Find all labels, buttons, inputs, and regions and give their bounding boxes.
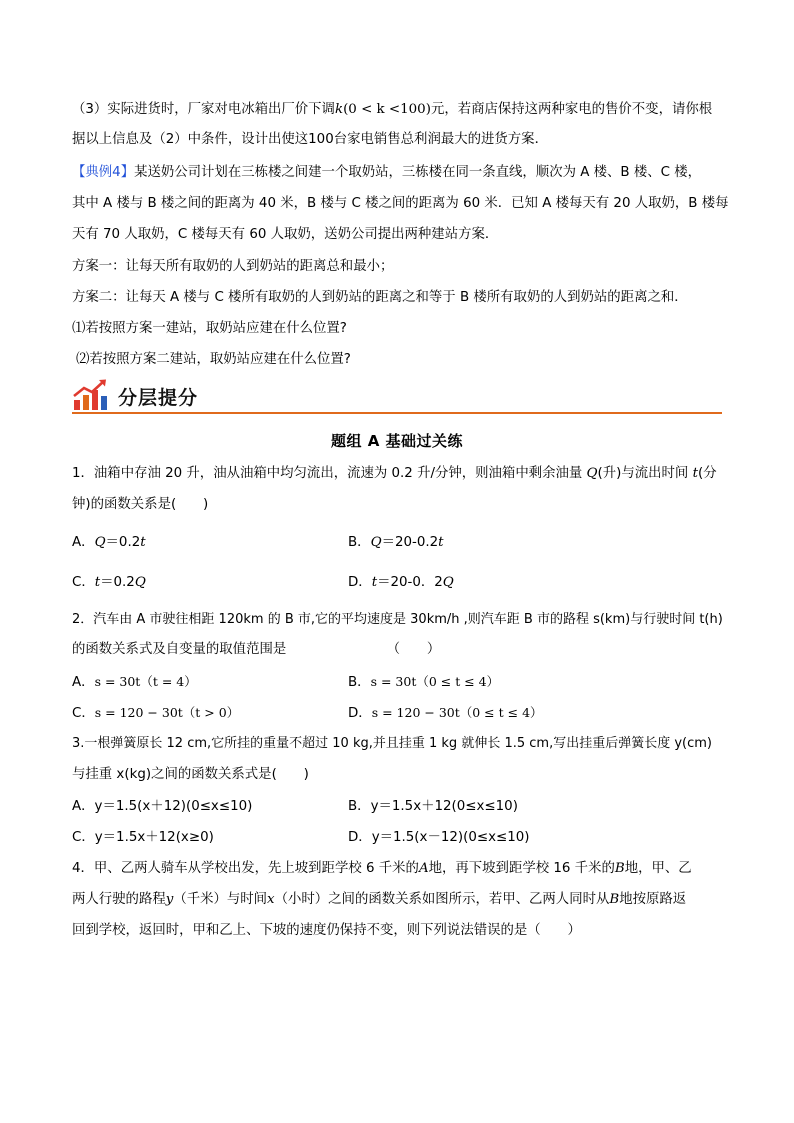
text: 地按原路返 bbox=[619, 892, 687, 907]
q2-line1: 2．汽车由 A 市驶往相距 120km 的 B 市,它的平均速度是 30km/h ,则汽车距 B 市的路程 s(km)与行驶时间 t(h) bbox=[72, 612, 723, 627]
text: ＝20-0.2 bbox=[381, 535, 439, 550]
math: s = 120 − 30t（0 ≤ t ≤ 4） bbox=[371, 705, 543, 720]
q2-option-a bbox=[72, 672, 197, 693]
q1-line2: 钟)的函数关系是( ) bbox=[72, 497, 209, 512]
math: Q bbox=[370, 535, 382, 550]
q1-option-b bbox=[348, 533, 444, 553]
text: 元，若商店保持这两种家电的售价不变，请你根 bbox=[430, 102, 713, 117]
q3-option-d: D．y＝1.5(x－12)(0≤x≤10) bbox=[348, 830, 530, 845]
q3-option-a: A．y＝1.5(x＋12)(0≤x≤10) bbox=[72, 799, 253, 814]
math-x: x bbox=[267, 892, 275, 907]
text: （3）实际进货时，厂家对电冰箱出厂价下调 bbox=[72, 102, 335, 117]
q2-options-row1 bbox=[72, 672, 724, 692]
section-title: 分层提分 bbox=[118, 387, 199, 409]
section-header bbox=[72, 378, 722, 414]
group-title: 题组 A 基础过关练 bbox=[330, 432, 464, 450]
label: A． bbox=[72, 535, 95, 550]
q2-option-c bbox=[72, 703, 239, 724]
text: 某送奶公司计划在三栋楼之间建一个取奶站，三栋楼在同一条直线，顺次为 A 楼、B 楼、C 楼， bbox=[134, 165, 702, 180]
label: B． bbox=[348, 535, 371, 550]
q1-option-d bbox=[348, 573, 454, 593]
label: D． bbox=[348, 706, 372, 721]
math-k: k bbox=[334, 102, 344, 117]
text: 4．甲、乙两人骑车从学校出发，先上坡到距学校 6 千米的 bbox=[72, 861, 419, 876]
q2-option-d bbox=[348, 703, 543, 724]
math: Q bbox=[442, 575, 454, 590]
text: ＝0.2 bbox=[100, 575, 135, 590]
text: (升)与流出时间 bbox=[597, 466, 693, 481]
bar-chart-up-icon bbox=[72, 378, 112, 412]
section-divider bbox=[72, 412, 722, 414]
q1-option-a bbox=[72, 533, 146, 553]
q4-line1 bbox=[72, 859, 724, 879]
math: s = 120 − 30t（t > 0） bbox=[94, 705, 240, 720]
q3-options-row1 bbox=[72, 797, 724, 817]
text: (分 bbox=[697, 466, 717, 481]
q1-options-row1 bbox=[72, 533, 724, 553]
text: ＝0.2 bbox=[105, 535, 141, 550]
label: B． bbox=[348, 675, 371, 690]
math: t bbox=[140, 535, 146, 550]
q4-line2 bbox=[72, 890, 724, 910]
text: 地，再下坡到距学校 16 千米的 bbox=[428, 861, 615, 876]
prev-q3-line2: 据以上信息及（2）中条件，设计出使这100台家电销售总利润最大的进货方案． bbox=[72, 132, 548, 147]
sub-question-2: ⑵若按照方案二建站，取奶站应建在什么位置? bbox=[76, 352, 351, 367]
math: s = 30t（t = 4） bbox=[94, 674, 197, 689]
math-Q: Q bbox=[586, 466, 598, 481]
text: （小时）之间的函数关系如图所示，若甲、乙两人同时从 bbox=[274, 892, 610, 907]
q1-options-row2 bbox=[72, 573, 724, 593]
math: s = 30t（0 ≤ t ≤ 4） bbox=[370, 674, 500, 689]
text: （千米）与时间 bbox=[173, 892, 268, 907]
prev-q3-line1 bbox=[72, 100, 724, 120]
math-A: A bbox=[418, 861, 429, 876]
plan-two: 方案二：让每天 A 楼与 C 楼所有取奶的人到奶站的距离之和等于 B 楼所有取奶的人到奶站的距离之和． bbox=[72, 290, 688, 305]
example4-line2: 其中 A 楼与 B 楼之间的距离为 40 米，B 楼与 C 楼之间的距离为 60 米．已知 A 楼每天有 20 人取奶，B 楼每 bbox=[72, 196, 729, 211]
text: 地，甲、乙 bbox=[624, 861, 692, 876]
math: t bbox=[371, 575, 378, 590]
math-t: t bbox=[692, 466, 698, 481]
label: D． bbox=[348, 575, 372, 590]
q3-options-row2 bbox=[72, 828, 724, 848]
example4-line3: 天有 70 人取奶，C 楼每天有 60 人取奶，送奶公司提出两种建站方案． bbox=[72, 227, 499, 242]
label: C． bbox=[72, 575, 95, 590]
text: 两人行驶的路程 bbox=[72, 892, 166, 907]
q4-line3: 回到学校，返回时，甲和乙上、下坡的速度仍保持不变，则下列说法错误的是（ ） bbox=[72, 923, 581, 938]
math-B: B bbox=[614, 861, 625, 876]
q2-option-b bbox=[348, 672, 499, 693]
math-B: B bbox=[609, 892, 620, 907]
example-tag: 【典例4】 bbox=[72, 165, 135, 180]
q2-options-row2 bbox=[72, 703, 724, 723]
math: t bbox=[94, 575, 101, 590]
plan-one: 方案一：让每天所有取奶的人到奶站的距离总和最小； bbox=[72, 259, 394, 274]
math: Q bbox=[134, 575, 146, 590]
math: Q bbox=[94, 535, 106, 550]
q2-line2: 的函数关系式及自变量的取值范围是 （ ） bbox=[72, 642, 441, 657]
q3-line2: 与挂重 x(kg)之间的函数关系式是( ) bbox=[72, 767, 309, 782]
label: A． bbox=[72, 675, 95, 690]
text: 1．油箱中存油 20 升，油从油箱中均匀流出，流速为 0.2 升/分钟，则油箱中剩余油量 bbox=[72, 466, 587, 481]
q1-line1 bbox=[72, 464, 724, 484]
q3-option-b: B．y＝1.5x＋12(0≤x≤10) bbox=[348, 799, 518, 814]
label: C． bbox=[72, 706, 95, 721]
text: ＝20-0．2 bbox=[377, 575, 443, 590]
sub-question-1: ⑴若按照方案一建站，取奶站应建在什么位置? bbox=[72, 321, 347, 336]
q3-option-c: C．y＝1.5x＋12(x≥0) bbox=[72, 830, 214, 845]
math-y: y bbox=[165, 892, 174, 907]
math: t bbox=[438, 535, 444, 550]
math-condition: (0 < k <100) bbox=[343, 102, 431, 117]
example4-line1 bbox=[72, 163, 724, 183]
q1-option-c bbox=[72, 573, 146, 593]
q3-line1: 3.一根弹簧原长 12 cm,它所挂的重量不超过 10 kg,并且挂重 1 kg 就伸长 1.5 cm,写出挂重后弹簧长度 y(cm) bbox=[72, 736, 712, 751]
